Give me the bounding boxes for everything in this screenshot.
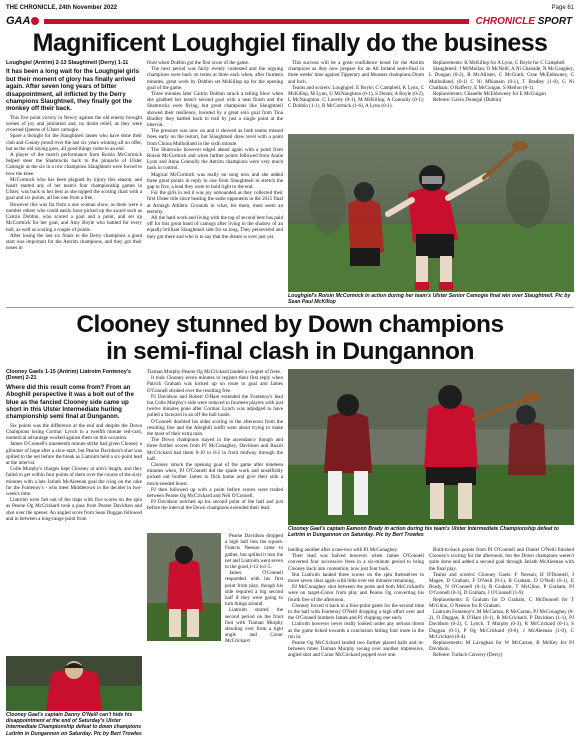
story2-main-caption: Clooney Gael's captain Eamonn Brady in action during his team's Ulster Intermediate Championship defeat to Leitrim in Dungannon on Saturday. Pic by Bert Trowles <box>288 526 559 539</box>
story1-column-3 <box>288 60 424 132</box>
story1-lead: It has been a long wait for the Loughgiel girls but their moment of glory has finally arrived again. After seven long years of bitter disappointment, all inflicted by the Derry champions Slaughtneil, they finally got the monkey off their back. <box>6 68 140 113</box>
paragraph: PJ McConaghey shot between the posts and both McCrickard's were on target-Conor from play and Pearse Og converting his fourth free of the afternoon. <box>288 584 424 603</box>
section-word-sport: SPORT <box>537 15 572 27</box>
story2-small-photo <box>6 656 142 711</box>
paragraph: Liatroim were fast out of the traps with five scores on the spin as Pearse Og McCriskard took a pass from Pearse Davidson and shot over the opener. An angled score from Sean Duggan followed and in between a long-range point from <box>6 497 142 522</box>
paragraph: Referee: Gavin Donegal (Dublin) <box>433 97 502 104</box>
paragraph: front when Dobbin got the first score of the game. <box>147 60 250 66</box>
story1-column-1 <box>6 60 142 296</box>
paragraph: However this was far from a one woman show, as there were a number others who could easily have picked up the award such as Caitrin Dobbin, who scored a goal and a point, and set up McCormick for her goal, and Amy Boyle who battled for every ball, as well as scoring a couple of points. <box>6 201 142 233</box>
gaa-logo <box>6 15 40 27</box>
paragraph: It took Clooney seven minutes to register their first reply when Patrick Graham was kicked up on route to goal and James O'Connell stroked over the resulting free. <box>147 375 283 394</box>
story2-headline-line1: Clooney stunned by Down champions <box>76 311 504 338</box>
story2-headline-line2: in semi-final clash in Dungannon <box>106 338 474 365</box>
paragraph: Liatroim started the second period on the front foot with Tiarnan Murphy shooting over from a tight angle and Conor McCrickard <box>225 607 283 645</box>
paragraph: Spare a thought for the Slaughtneil lasses who have done their club and County proud over the last six years winning all on offer, but as the old saying goes, all good things come to an end. <box>6 133 142 152</box>
paragraph: PJ Davidson and Robert O'Hare extended the Fontenoy's lead but Colle Murphy's side were reduced to fourteen players with just twelve minutes gone after Cormac Lynch was adjudged to have pulled a facecard in an off the ball tussle. <box>147 393 283 419</box>
paragraph: The Shinrocks however edged ahead again with a point from Roisin McCormick and when further points followed from Annie Lynn and Anna Connolly the Antrim champions were very much back in control. <box>147 146 283 172</box>
story2-column-2 <box>147 369 283 531</box>
paragraph: But Liatroim landed three scores on the spin themselves to move seven clear again with little over ten minutes remaining. <box>288 571 424 585</box>
banner-stripe <box>44 19 469 24</box>
story2-lead: Where did this result come from? From an Aboghill perspective it was a bolt out of the blue as the fancied Clooney side came up short in this Ulster Intermediate hurling championship semi final at Dunganon. <box>6 383 134 421</box>
story1-photo-caption: Loughgiel's Roisin McCormick in action during her team's Ulster Senior Camogie final win over Slaughtneil. Pic by Sean Paul McKillop <box>288 293 571 306</box>
hurling-action-image <box>147 533 221 641</box>
section-word-chronicle: CHRONICLE <box>475 15 535 27</box>
paragraph: Clooney struck the opening goal of the game after nineteen minutes when, PJ O'Connell did the spade work and unselfishly picked out brother James to flick home and give their side a much-needed boost. <box>147 462 283 487</box>
paragraph: The Down champions stayed in the ascendancy though and three further scores from PJ McConaghey, Davidson and Ruairi McCrickard had them 0-10 to 0-2 in front midway through the half. <box>147 437 283 462</box>
paragraph: Six points was the difference at the end and despite the Down Champions losing Cormac Lynch to a twelfth minute red-card, numerical advantage worked against them on this occasion. <box>6 422 142 442</box>
ball-icon <box>31 17 39 25</box>
paragraph: Replacements: M Lavaghan for W McCartan, B McKey for PJ Davidson. <box>429 640 574 653</box>
section-banner <box>6 14 574 28</box>
paragraph: Referee: Turlach Convery (Derry) <box>433 652 503 659</box>
paragraph: All the hard work and living with the tag of second best has paid off for this great band of camogs after living in the shadow of an equally brilliant Slaughtneil side for so long. They persevered and they got there and who is to say that the dream is over just yet. <box>147 215 283 240</box>
paragraph: This five point victory in Newry against the old enemy brought scenes of joy and jubilation and, no doubt relief, as they were crowned Queens of Ulster camogie. <box>6 114 142 134</box>
story-divider <box>6 307 574 308</box>
paragraph: Slaughtneil: J McMullan; O McNeill, A Ni Chaiside, N McGaughey, L Doogan (0-2), R McAllister, C McGrath; Grae McElduwney, C Mulholland, (0-1) C Ni Mhianain (0-1), T Bradley (1-0), G Ni Chathain; O Rafferty, E McGuigan, S Mellon (0-1). <box>429 66 574 91</box>
paragraph: James O'Connell's nineteenth minute strike had given Clooney a glimmer of hope after a slow-start, but Pearse Davidson's shot was spilled to the net before the break as Liatroim held a six-point lead at the interval. <box>6 441 142 467</box>
paragraph: For the girls in red it was joy unbounded as they collected their first Ulster title since beating the same opponents in the 2015 final at Armagh Athletic Grounds in what, for them, must seem an eternity. <box>147 190 283 215</box>
paragraph: This success will be a great confidence boost for the Antrim champions as they now prepare for an All Ireland semi-final in three weeks' time against Tipperary and Munster champions Drom and Inch. <box>288 60 424 85</box>
paragraph: James O'Connell responded with his first point from play, though his side required a big second half if they were going to turn things around. <box>225 570 283 608</box>
paragraph: The next period was fairly evenly contested and the arguing champions were back on terms at three each when, after fourteen minutes, great work by Dobbin set McKillop up for the opening goal of the game. <box>147 66 283 91</box>
page-header <box>6 2 574 14</box>
paragraph: PJ Davidson notched up his second point of the half and just before the interval the Down champions extended their lead. <box>147 499 283 512</box>
story2-byline: Clooney Gaels 1-15 (Antrim) Liatroim Fontenoy's (Down) 2-21 <box>6 369 131 382</box>
paragraph: Replacements: E Graham for D Graham, C McDonnell for T McGlinn, O Neeson for R Graham. <box>429 596 574 609</box>
paragraph: Magical McCormick was really on song now and she added three great points in reply to one from Slaughtneil to stretch the gap to five, a lead they were to hold right to the end. <box>147 171 283 191</box>
paragraph: Teams and scorers: Loughgiel: E Boyle; C Campbell, K Lynn, C McKillop, M Lynn, U McNaughton (0-1), S Doran; A Boyle (0-2), L McNaughton, C Laverty (0-1), M McKillop, A Connolly (0-1); C Dobbin (1-1), R McCormick (1-6), A Lynn (0-1). <box>288 84 424 110</box>
story1-column-4 <box>429 60 574 132</box>
paragraph: Three minutes later Caitrin Dobbin struck a telling blow when she grabbed her team's second goal with a neat finish and the Shamrocks were flying, but great champions like Slaughtneil showed their resilience, boosted by a great solo goal from Tina Bradley they battled back to trail by just a single point at the interval. <box>147 91 283 129</box>
paragraph: After losing the last six finals to the Derry champions a good start was important for the Antrim champions, and they got their noses in <box>6 232 142 252</box>
paragraph: Replacements: Chanelle McElduwney for E McGuigan <box>433 91 546 98</box>
paragraph: A player of the match performance from Roisin McCormick helped steer the Shamrocks back to the pinnacle of Ulster Camogie as the six in a row champions Slaughtneil were forced to bow the knee. <box>6 152 142 177</box>
paragraph: Liatroim however never really looked under any serious threat as the game ticked towards a conclusion hitting four more in the run in. <box>288 621 424 640</box>
publication-date: THE CHRONICLE, 24th November 2022 <box>6 5 118 11</box>
story2-column-3 <box>288 547 424 712</box>
paragraph: McCormick who has been plagued by injury this season, and hasn't started any of her team's four championship games in Ulster, was back to her best as she topped the scoring chart with a goal and six points, all but one from a free. <box>6 176 142 202</box>
story2-inset-photo <box>147 533 221 641</box>
story2-column-1 <box>6 369 142 654</box>
paragraph: The pressure was now on and it showed as both teams missed frees early on the restart, but Slaughtneil drew level with a point from Cliona Mulholland in the sixth minute. <box>147 128 283 147</box>
paragraph: Replacements: K McKillop for A Lynn, C Boyle for C Campbell <box>433 60 565 66</box>
section-tag <box>473 16 574 27</box>
story1-column-2 <box>147 60 283 296</box>
paragraph: Liatroim Fontenoy's: M McCartan, R McCartan, PJ McConaghey (0-2), O Duggan, R O'Hare (0-1), R McCrickard, P Davidson (1-1), PJ Davidson (0-2), C Lynch, T Murphy (0-3), R McCrickard (0-1), S Duggan (0-1), P Og McCrickard (0-6), J McAleenan (1-0), C McCrickard (0-4). <box>429 609 574 640</box>
story2-column-4 <box>429 547 574 712</box>
hurling-match-image <box>288 369 574 525</box>
story2-small-caption: Clooney Gael's captain Danny O'Neill can't hide his disappointment at the end of Saturday's Ulster Intermediate Championship defeat to down champions Leitrim in Dungannon on Saturday. Pic by Bert Trowles <box>6 712 142 737</box>
paragraph: Built-to-back points from PJ O'Connell and Daniel O'Neill finished Clooney's scoring for the afternoon, but the Down champions weren't quite done and added a second goal through Jarlath McAleenan with the final play. <box>429 547 574 572</box>
paragraph: Tiarnan Murphy-Pearse Og McCrickard landed a couplet of frees. <box>147 369 282 375</box>
paragraph: Teams and scorers: Clooney Gaels: F Neeson, H O'Donnell, J Magee, D Graham, F O'Neill (0-1), B Graham, D O'Neill (0-1), E Brady, N O'Connell (0-1), R Graham, T McGlinn, P Graham, PJ O'Connell (0-3), D Graham, J O'Connell (1-9). <box>429 571 574 597</box>
paragraph: O'Connell doubled his sides scoring in the afternoon from the resulting free and the Aboghill outfit went about trying to make the most of their extra man. <box>147 418 283 438</box>
disappointed-player-image <box>6 656 142 711</box>
paragraph: landing another after a one-two with PJ McConaghey. <box>288 547 399 553</box>
story2-column-2b <box>225 533 283 709</box>
paragraph: Pearse Davidson dropped a high ball into the square. Francis Neeson came to gather, but spilled it into the net and Liatroim went seven to the good,1-12 to1-5. <box>225 533 283 571</box>
story1-headline: Magnificent Loughgiel finally do the business <box>32 29 548 57</box>
story1-byline: Loughgiel (Antrim) 2-13 Slaughtneil (Derry) 1-11 <box>6 60 129 66</box>
story1-photo <box>288 134 574 292</box>
gaa-label: GAA <box>6 15 31 27</box>
paragraph: Their lead was halved however when James O'Connell converted four successive frees in a six-minute period to bring Clooney back into contention, now just four back. <box>288 553 424 572</box>
paragraph: Colle Murphy's charges kept Clooney at arm's length, and they failed to get within four points of them over the course of the sixty minutes with a late Jarlath McAleenan goal the icing on the cake for the Fontenoy's - who meet Middletown in the decider in two-week's time. <box>6 466 142 498</box>
paragraph: Clooney forced it back to a four-point game for the second time in the half with Fontenoy O'Neill dropping a high effort over and the O'Connell brothers James and PJ chipping one each. <box>288 602 424 622</box>
paragraph: Pearse Og McCrickard landed two further placed balls and in-between times Tiarnan Murphy swung over another impressive, angled shot and Conor McCrickard popped over one. <box>288 640 424 659</box>
camogie-photo-image <box>288 134 574 292</box>
paragraph: PJ then followed up with a point before scores were traded between Pearse Og McCrickard and Neil O'Connell. <box>147 486 283 500</box>
page-number: Page 61 <box>551 5 574 11</box>
story2-main-photo <box>288 369 574 525</box>
